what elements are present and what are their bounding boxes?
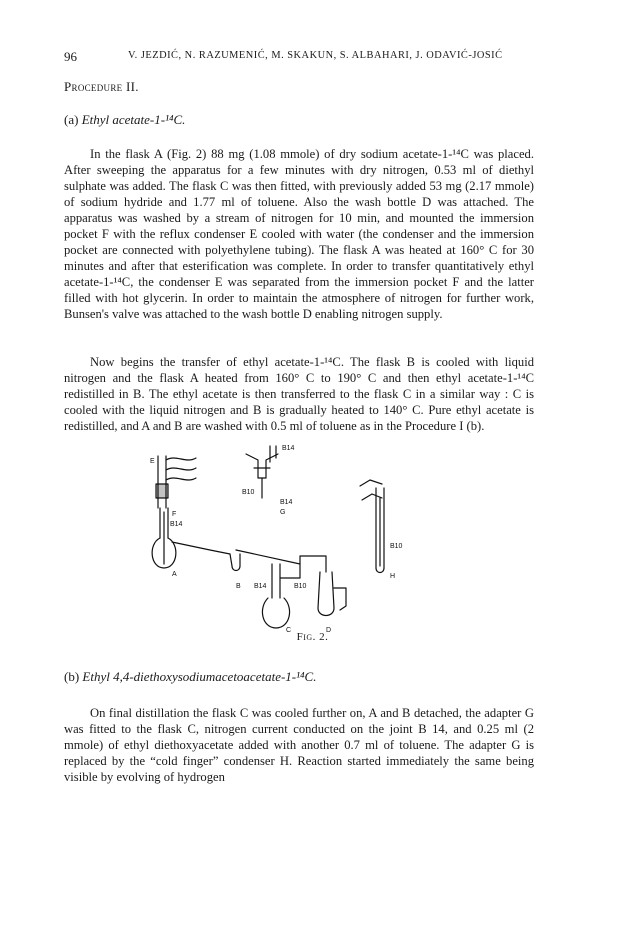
author-line: V. JEZDIĆ, N. RAZUMENIĆ, M. SKAKUN, S. ALBAHARI, J. ODAVIĆ-JOSIĆ [128, 50, 503, 61]
apparatus-figure [150, 438, 450, 638]
label-b14-mid: B14 [254, 583, 267, 590]
section-a-heading [64, 112, 185, 128]
section-b-heading [64, 669, 316, 685]
label-e: E [150, 458, 155, 465]
flask-b [230, 550, 300, 571]
label-b14-top: B14 [282, 445, 295, 452]
flask-c [262, 556, 326, 628]
figure-caption: Fig. 2. [296, 631, 329, 643]
condenser-e [156, 456, 196, 508]
label-b14-left: B14 [170, 521, 183, 528]
section-a-title: Ethyl acetate-1-¹⁴C. [81, 112, 186, 127]
label-c: C [286, 627, 292, 634]
label-g: G [280, 509, 286, 516]
section-a-label: (a) [64, 112, 79, 127]
paragraph-2: Now begins the transfer of ethyl acetate-1-¹⁴C. The flask B is cooled with liquid nitrogen and the flask A heated from 160° C to 190° C and then ethyl acetate-1-¹⁴C redistilled in B. The ethyl acetate is then transferred to the flask C in a similar way : C is cooled with the liquid nitrogen and B is gradually heated to 140° C. Pure ethyl acetate is redistilled, and A and B are washed with 0.5 ml of toluene as in the Procedure I (b). [64, 354, 534, 433]
label-b: B [236, 583, 241, 590]
flask-a [152, 508, 230, 568]
label-f: F [172, 511, 177, 518]
label-b10-right: B10 [390, 543, 403, 550]
paragraph-1: In the flask A (Fig. 2) 88 mg (1.08 mmole) of dry sodium acetate-1-¹⁴C was placed. After sweeping the apparatus for a few minutes with dry nitrogen, 0.53 ml of diethyl sulphate was added. The flask C was then fitted, with previously added 53 mg (2.17 mmole) of sodium hydride and 1.77 ml of toluene. Also the wash bottle D was attached. The apparatus was washed by a stream of nitrogen for 10 min, and mounted the immersion pocket F with the reflux condenser E cooled with water (the condenser and the immersion pocket are connected with polyethylene tubing). The flask A was heated at 160° C for 30 minutes and after that esterification was complete. In order to transfer quantitatively ethyl acetate-1-¹⁴C, the condenser E was separated from the immersion pocket F and the latter filled with hot glycerin. In order to maintain the atmosphere of nitrogen for further work, Bunsen's valve was attached to the wash bottle D enabling nitrogen supply. [64, 146, 534, 321]
wash-bottle-d [318, 572, 346, 616]
cold-finger-h [360, 480, 384, 573]
page-number: 96 [64, 49, 77, 64]
label-b10-top: B10 [242, 489, 255, 496]
label-a: A [172, 571, 177, 578]
section-b-title: Ethyl 4,4-diethoxysodiumacetoacetate-1-¹⁴C. [82, 669, 317, 684]
label-b10-mid: B10 [294, 583, 307, 590]
label-h: H [390, 573, 396, 580]
procedure-heading: Procedure II. [64, 79, 139, 94]
section-b-label: (b) [64, 669, 80, 684]
paragraph-3: On final distillation the flask C was cooled further on, A and B detached, the adapter G was fitted to the flask C, nitrogen current conducted on the joint B 14, and 0.25 ml (2 mmole) of ethyl diethoxyacetate added with another 0.7 ml of toluene. The adapter G is replaced by the “cold finger” condenser H. Reaction started immediately the same being visible by evolving of hydrogen [64, 705, 534, 784]
label-b14-adapter: B14 [280, 499, 293, 506]
label-d: D [326, 627, 332, 634]
